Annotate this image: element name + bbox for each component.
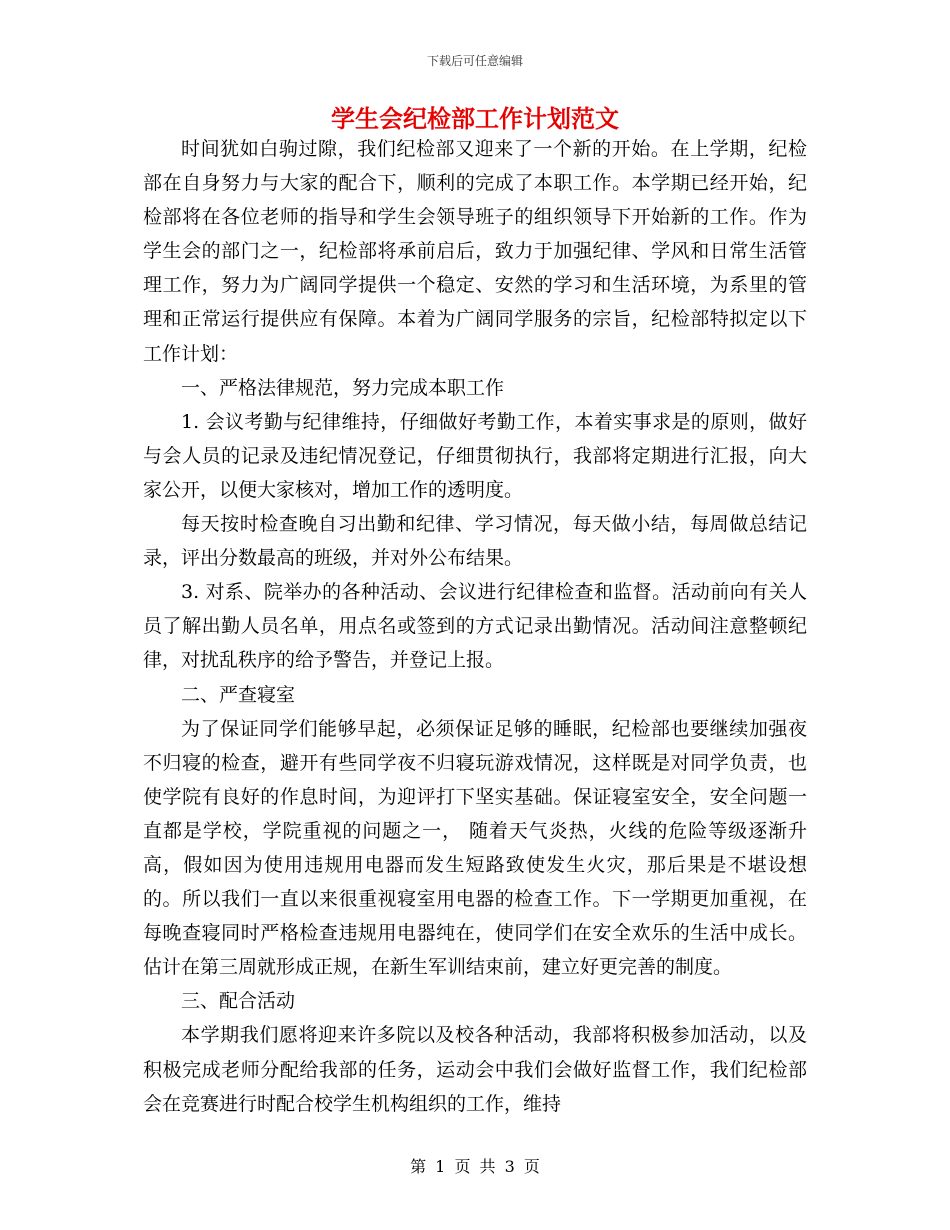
paragraph-evening-study: 每天按时检查晚自习出勤和纪律、学习情况，每天做小结，每周做总结记录，评出分数最高的班级，并对外公布结果。 <box>143 513 807 570</box>
document-body <box>143 132 807 1121</box>
page-header-note: 下载后可任意编辑 <box>426 54 523 68</box>
paragraph-activity-check: 3. 对系、院举办的各种活动、会议进行纪律检查和监督。活动前向有关人员了解出勤人员名单，用点名或签到的方式记录出勤情况。活动间注意整顿纪律，对扰乱秩序的给予警告，并登记上报。 <box>143 581 807 672</box>
paragraph-intro: 时间犹如白驹过隙，我们纪检部又迎来了一个新的开始。在上学期，纪检部在自身努力与大家的配合下，顺利的完成了本职工作。本学期已经开始，纪检部将在各位老师的指导和学生会领导班子的组织领导下开始新的工作。作为学生会的部门之一，纪检部将承前启后，致力于加强纪律、学风和日常生活管理工作，努力为广阔同学提供一个稳定、安然的学习和生活环境，为系里的管理和正常运行提供应有保障。本着为广阔同学服务的宗旨，纪检部特拟定以下工作计划： <box>143 138 807 365</box>
paragraph-dorm-check: 为了保证同学们能够早起，必须保证足够的睡眠，纪检部也要继续加强夜不归寝的检查，避开有些同学夜不归寝玩游戏情况，这样既是对同学负责，也使学院有良好的作息时间，为迎评打下坚实基础。保证寝室安全，安全问题一直都是学校，学院重视的问题之一， 随着天气炎热，火线的危险等级逐渐升高，假如因为使用违规用电器而发生短路致使发生火灾，那后果是不堪设想的。所以我们一直以来很重视寝室用电器的检查工作。下一学期更加重视，在每晚查寝同时严格检查违规用电器纯在，使同学们在安全欢乐的生活中成长。 估计在第三周就形成正规，在新生军训结束前，建立好更完善的制度。 <box>143 717 807 979</box>
paragraph-activities: 本学期我们愿将迎来许多院以及校各种活动，我部将积极参加活动，以及积极完成老师分配给我部的任务，运动会中我们会做好监督工作，我们纪检部会在竞赛进行时配合校学生机构组织的工作，维持 <box>143 1024 807 1115</box>
section-heading-2: 二、严查寝室 <box>181 683 296 706</box>
paragraph-attendance: 1. 会议考勤与纪律维持，仔细做好考勤工作，本着实事求是的原则，做好与会人员的记录及违纪情况登记，仔细贯彻执行，我部将定期进行汇报，向大家公开，以便大家核对，增加工作的透明度。 <box>143 410 807 501</box>
document-title: 学生会纪检部工作计划范文 <box>331 104 619 133</box>
section-heading-1: 一、严格法律规范，努力完成本职工作 <box>181 376 505 399</box>
section-heading-3: 三、配合活动 <box>181 990 296 1013</box>
page-number: 第 1 页 共 3 页 <box>410 1157 540 1176</box>
